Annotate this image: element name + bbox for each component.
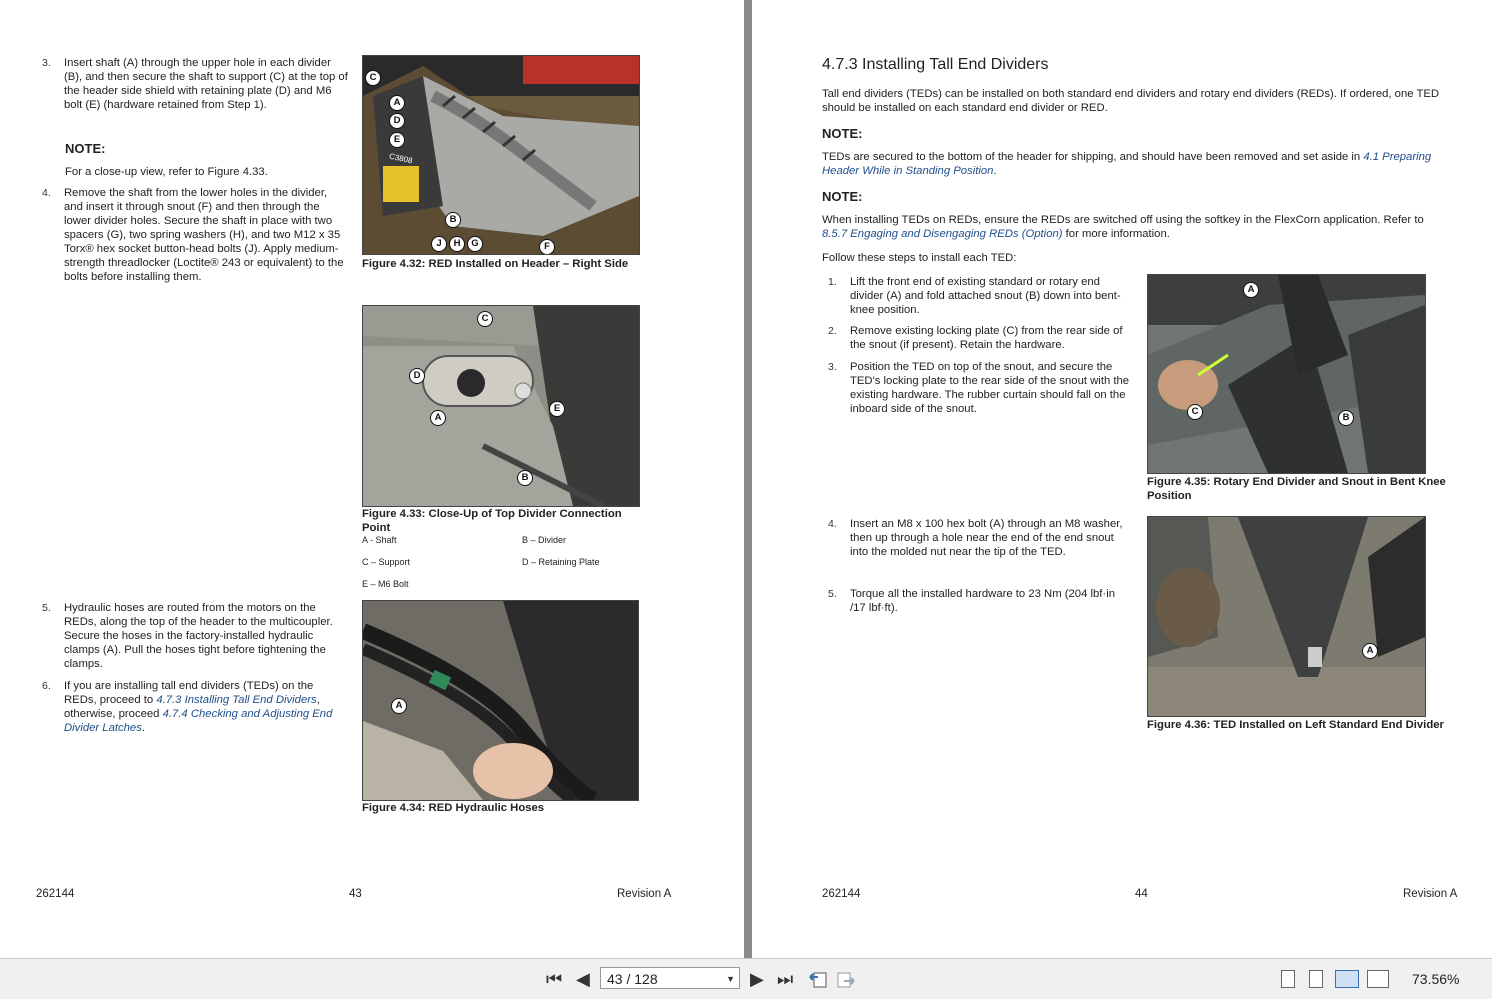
page-number-value: 43 / 128 bbox=[607, 971, 658, 987]
step-6-text: If you are installing tall end dividers (TEDs) on the REDs, proceed to 4.7.3 Installing Tall End Dividers, otherwise, proceed 4.7.4 Checking and Adjusting End Divider Latches. bbox=[64, 680, 333, 734]
callout-j: J bbox=[431, 236, 447, 252]
step-number: 5. bbox=[828, 588, 837, 600]
footer-revision: Revision A bbox=[617, 888, 672, 900]
figure-4-34-photo bbox=[362, 600, 639, 801]
note-label: NOTE: bbox=[822, 126, 863, 141]
callout-b: B bbox=[445, 212, 461, 228]
page-forward-icon[interactable] bbox=[836, 969, 856, 989]
callout-c: C bbox=[365, 70, 381, 86]
step-number: 6. bbox=[42, 680, 51, 692]
continuous-icon[interactable] bbox=[1309, 970, 1323, 988]
step-2-text: Remove existing locking plate (C) from the rear side of the snout (if present). Retain the hardware. bbox=[850, 325, 1123, 351]
footer-page-number: 43 bbox=[349, 888, 362, 900]
callout-a: A bbox=[1362, 643, 1378, 659]
first-page-icon[interactable]: ⏮ bbox=[546, 969, 563, 989]
footer-page-number: 44 bbox=[1135, 888, 1148, 900]
step-5-text: Torque all the installed hardware to 23 Nm (204 lbf·in /17 lbf·ft). bbox=[850, 588, 1115, 614]
figure-4-35-caption: Figure 4.35: Rotary End Divider and Snout in Bent Knee Position bbox=[1147, 476, 1446, 502]
link-preparing-header[interactable]: 4.1 Preparing Header While in Standing Position bbox=[822, 151, 1432, 177]
callout-b: B bbox=[517, 470, 533, 486]
next-page-icon[interactable]: ▶ bbox=[750, 969, 764, 989]
single-page-icon[interactable] bbox=[1281, 970, 1295, 988]
figure-4-33-caption: Figure 4.33: Close-Up of Top Divider Connection Point bbox=[362, 508, 622, 534]
ted-installed-illustration bbox=[1148, 517, 1425, 716]
link-engaging-reds[interactable]: 8.5.7 Engaging and Disengaging REDs (Option) bbox=[822, 228, 1063, 240]
viewer-toolbar bbox=[0, 958, 1492, 999]
page-44 bbox=[752, 0, 1492, 958]
two-page-icon[interactable] bbox=[1335, 970, 1359, 988]
legend-item: C – Support bbox=[362, 557, 411, 567]
legend-item: D – Retaining Plate bbox=[522, 557, 600, 567]
page-back-icon[interactable] bbox=[808, 969, 828, 989]
footer-revision: Revision A bbox=[1403, 888, 1458, 900]
figure-4-36-photo bbox=[1147, 516, 1426, 717]
step-3-text: Position the TED on top of the snout, and secure the TED's locking plate to the rear side of the snout with the existing hardware. The rubber curtain should fall on the inboard side of the snout. bbox=[850, 361, 1130, 415]
footer-doc-number: 262144 bbox=[822, 888, 861, 900]
decal-label: C3808 bbox=[388, 151, 414, 166]
callout-g: G bbox=[467, 236, 483, 252]
callout-c: C bbox=[1187, 404, 1203, 420]
step-number: 4. bbox=[42, 187, 51, 199]
callout-d: D bbox=[389, 113, 405, 129]
callout-e: E bbox=[389, 132, 405, 148]
figure-4-36-caption: Figure 4.36: TED Installed on Left Standard End Divider bbox=[1147, 719, 1444, 731]
step-4-text: Insert an M8 x 100 hex bolt (A) through an M8 washer, then up through a hole near the end of the end snout into the molded nut near the tip of the TED. bbox=[850, 518, 1123, 558]
step-number: 5. bbox=[42, 602, 51, 614]
chevron-down-icon[interactable]: ▼ bbox=[726, 974, 735, 984]
step-number: 3. bbox=[828, 361, 837, 373]
figure-4-33-photo bbox=[362, 305, 640, 507]
callout-a: A bbox=[389, 95, 405, 111]
divider-closeup-illustration bbox=[363, 306, 639, 506]
footer-doc-number: 262144 bbox=[36, 888, 75, 900]
link-installing-ted[interactable]: 4.7.3 Installing Tall End Dividers bbox=[156, 694, 317, 706]
section-heading: 4.7.3 Installing Tall End Dividers bbox=[822, 56, 1049, 73]
page-43 bbox=[0, 0, 744, 958]
callout-h: H bbox=[449, 236, 465, 252]
callout-c: C bbox=[477, 311, 493, 327]
legend-item: B – Divider bbox=[522, 535, 567, 545]
step-number: 1. bbox=[828, 276, 837, 288]
last-page-icon[interactable]: ⏭ bbox=[777, 969, 794, 989]
note-1-text: TEDs are secured to the bottom of the header for shipping, and should have been removed and set aside in 4.1 Preparing Header While in Standing Position. bbox=[822, 151, 1432, 177]
step-3-text: Insert shaft (A) through the upper hole in each divider (B), and then secure the shaft to support (C) at the top of the header side shield with retaining plate (D) and M6 bolt (E) (hardware retained from Step 1). bbox=[64, 57, 348, 111]
figure-4-34-caption: Figure 4.34: RED Hydraulic Hoses bbox=[362, 802, 545, 814]
legend-item: E – M6 Bolt bbox=[362, 579, 409, 589]
prev-page-icon[interactable]: ◀ bbox=[576, 969, 590, 989]
follow-text: Follow these steps to install each TED: bbox=[822, 252, 1017, 264]
figure-4-35-photo bbox=[1147, 274, 1426, 474]
callout-d: D bbox=[409, 368, 425, 384]
note-label: NOTE: bbox=[65, 141, 106, 156]
note-2-text: When installing TEDs on REDs, ensure the REDs are switched off using the softkey in the FlexCorn application. Refer to 8.5.7 Engaging and Disengaging REDs (Option) for more information. bbox=[822, 214, 1424, 240]
step-number: 3. bbox=[42, 57, 51, 69]
intro-text: Tall end dividers (TEDs) can be installed on both standard end dividers and rotary end dividers (REDs). If ordered, one TED should be installed on each standard end divider or RED. bbox=[822, 88, 1440, 114]
figure-ref-link[interactable]: Figure 4.33 bbox=[207, 166, 265, 178]
callout-a: A bbox=[1243, 282, 1259, 298]
step-number: 2. bbox=[828, 325, 837, 337]
note-label: NOTE: bbox=[822, 189, 863, 204]
note-text: For a close-up view, refer to Figure 4.33. bbox=[65, 166, 268, 178]
page-number-input[interactable] bbox=[600, 967, 740, 989]
figure-4-32-photo bbox=[362, 55, 640, 255]
zoom-level[interactable]: 73.56% bbox=[1412, 971, 1460, 987]
step-1-text: Lift the front end of existing standard or rotary end divider (A) and fold attached snout (B) down into bent-knee position. bbox=[850, 276, 1121, 316]
rotary-divider-illustration bbox=[1148, 275, 1425, 473]
two-page-continuous-icon[interactable] bbox=[1367, 970, 1389, 988]
callout-f: F bbox=[539, 239, 555, 255]
callout-b: B bbox=[1338, 410, 1354, 426]
callout-e: E bbox=[549, 401, 565, 417]
step-number: 4. bbox=[828, 518, 837, 530]
step-5-text: Hydraulic hoses are routed from the motors on the REDs, along the top of the header to the multicoupler. Secure the hoses in the factory-installed hydraulic clamps (A). Pull the hoses tight before tightening the clamps. bbox=[64, 602, 333, 670]
callout-a: A bbox=[391, 698, 407, 714]
link-checking-latches[interactable]: 4.7.4 Checking and Adjusting End Divider Latches bbox=[64, 708, 333, 734]
callout-a: A bbox=[430, 410, 446, 426]
legend-item: A - Shaft bbox=[362, 535, 397, 545]
step-4-text: Remove the shaft from the lower holes in the divider, and insert it through snout (F) and then through the lower divider holes. Secure the shaft in place with two spacers (G), two spring washers (H), and two M12 x 35 Torx® hex socket button-head bolts (J). Apply medium-strength threadlocker (Loctite® 243 or equivalent) to the bolts before installing them. bbox=[64, 187, 344, 283]
figure-4-32-caption: Figure 4.32: RED Installed on Header – Right Side bbox=[362, 258, 629, 270]
